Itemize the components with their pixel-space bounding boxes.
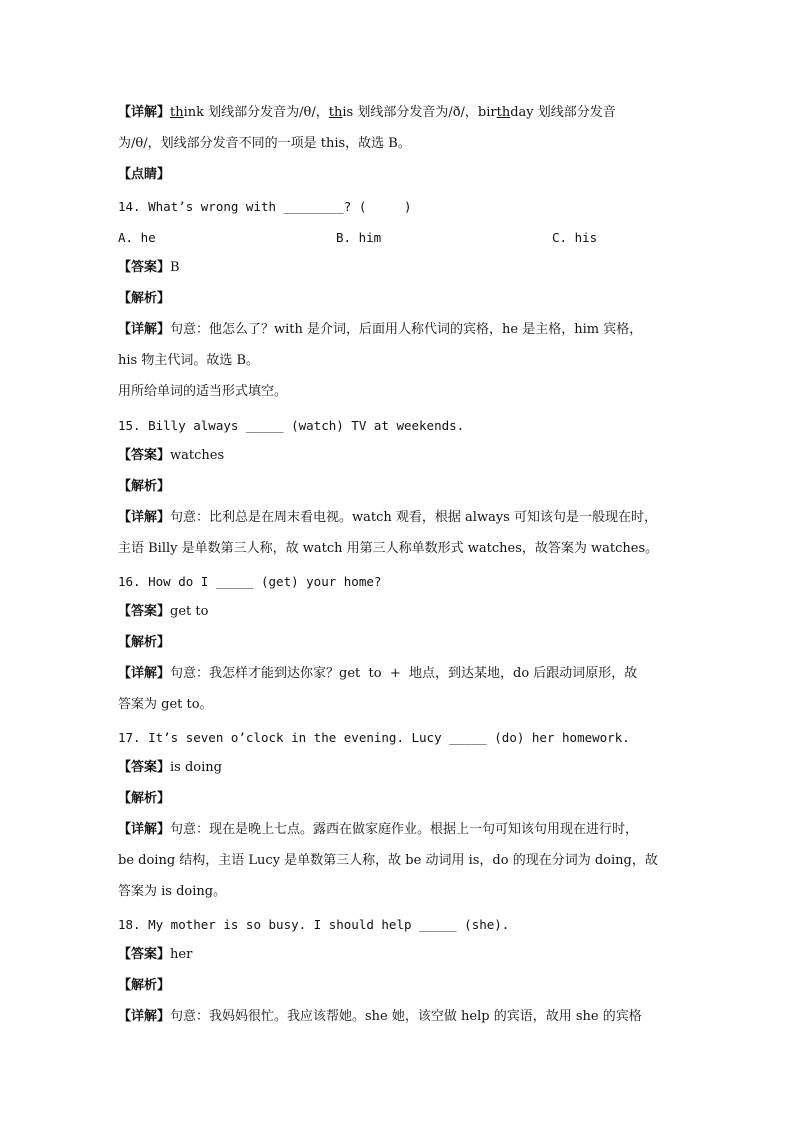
detail-line: 【详解】句意：我妈妈很忙。我应该帮她。she 她，该空做 help 的宾语，故用 she 的宾格 [118,1009,642,1024]
answer-value: is doing [170,760,222,775]
answer-value: B [170,260,180,275]
answer-line: 【答案】is doing [118,760,222,775]
analysis-label: 【解析】 [118,479,171,494]
detail-line: his 物主代词。故选 B。 [118,353,260,368]
detail-line: be doing 结构，主语 Lucy 是单数第三人称，故 be 动词用 is，do 的现在分词为 doing，故 [118,853,658,868]
answer-value: get to [170,604,209,619]
question-15: 15. Billy always _____ (watch) TV at weekends. [118,418,465,433]
detail-line: 主语 Billy 是单数第三人称，故 watch 用第三人称单数形式 watches，故答案为 watches。 [118,541,659,556]
analysis-label: 【解析】 [118,978,171,993]
underlined-segment: th [328,105,343,120]
detail-line: 【详解】句意：他怎么了？with 是介词，后面用人称代词的宾格，he 是主格，him 宾格， [118,322,643,337]
analysis-label: 【解析】 [118,791,171,806]
detail-label: 【详解】 [118,105,171,120]
question-18: 18. My mother is so busy. I should help _____ (she). [118,917,510,932]
option-c: C. his [552,230,598,245]
detail-line: 【详解】句意：现在是晚上七点。露西在做家庭作业。根据上一句可知该句用现在进行时， [118,822,639,837]
option-b: B. him [336,230,382,245]
question-17: 17. It’s seven o’clock in the evening. Lucy _____ (do) her homework. [118,730,630,745]
section-heading: 用所给单词的适当形式填空。 [118,384,288,399]
option-a: A. he [118,230,156,245]
detail-line: 【详解】think 划线部分发音为/θ/，this 划线部分发音为/ð/，birthday 划线部分发音 [118,105,616,120]
detail-line: 答案为 get to。 [118,697,213,712]
answer-line: 【答案】B [118,260,180,275]
analysis-label: 【解析】 [118,291,171,306]
answer-line: 【答案】get to [118,604,209,619]
underlined-segment: th [496,105,511,120]
detail-line: 答案为 is doing。 [118,884,227,899]
answer-value: watches [170,448,225,463]
question-16: 16. How do I _____ (get) your home? [118,574,382,589]
underlined-segment: th [170,105,184,120]
detail-line: 【详解】句意：比利总是在周末看电视。watch 观看，根据 always 可知该句是一般现在时， [118,510,657,525]
answer-line: 【答案】watches [118,448,225,463]
detail-line: 【详解】句意：我怎样才能到达你家？get to + 地点，到达某地，do 后跟动词原形，故 [118,666,638,681]
detail-line: 为/θ/，划线部分发音不同的一项是 this，故选 B。 [118,136,411,151]
answer-value: her [170,947,193,962]
question-14: 14. What’s wrong with ________? ( ) [118,199,412,214]
analysis-label: 【解析】 [118,635,171,650]
point-label: 【点睛】 [118,167,171,182]
answer-line: 【答案】her [118,947,193,962]
